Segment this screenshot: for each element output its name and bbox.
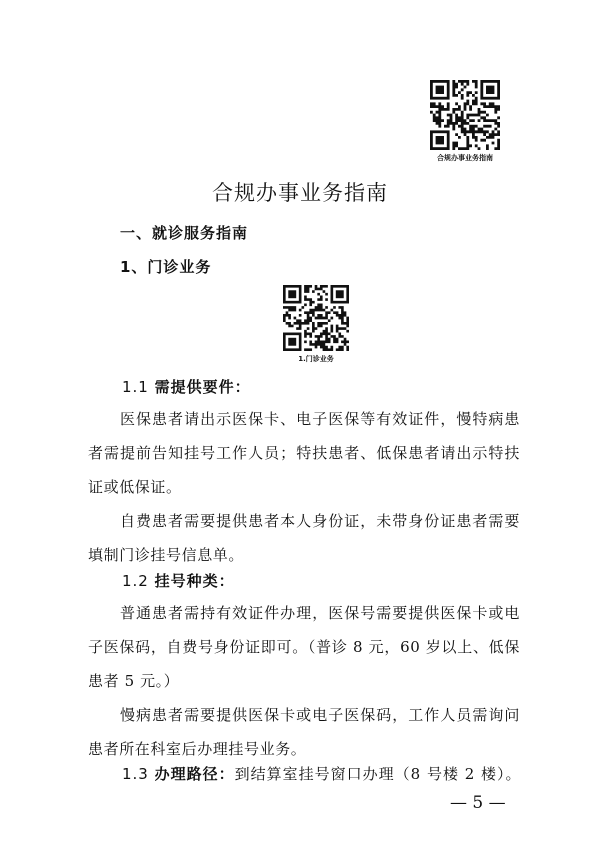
item-1-1-heading bbox=[122, 376, 251, 397]
qr-code-icon bbox=[283, 285, 349, 351]
paragraph: 自费患者需要提供患者本人身份证，未带身份证患者需要填制门诊挂号信息单。 bbox=[88, 512, 520, 564]
subsection-heading-1: 1、门诊业务 bbox=[120, 258, 212, 276]
item-label: 需提供要件： bbox=[154, 378, 251, 396]
paragraph: 普通患者需持有效证件办理，医保号需要提供医保卡或电子医保码，自费号身份证即可。（普诊 8 元，60 岁以上、低保患者 5 元。） bbox=[88, 604, 520, 690]
item-number: 1.1 bbox=[122, 378, 149, 396]
qr-caption-top: 合规办事业务指南 bbox=[437, 154, 493, 162]
item-number: 1.3 bbox=[122, 765, 149, 783]
section-heading-1: 一、就诊服务指南 bbox=[120, 224, 249, 242]
item-1-3-heading bbox=[122, 763, 522, 784]
item-label: 挂号种类： bbox=[154, 572, 235, 590]
qr-caption-outpatient: 1.门诊业务 bbox=[298, 355, 334, 363]
paragraph: 医保患者请出示医保卡、电子医保等有效证件，慢特病患者需提前告知挂号工作人员；特扶患者、低保患者请出示特扶证或低保证。 bbox=[88, 410, 520, 496]
item-number: 1.2 bbox=[122, 572, 149, 590]
item-label: 办理路径： bbox=[154, 765, 235, 783]
page-title: 合规办事业务指南 bbox=[212, 181, 388, 205]
item-1-2-heading bbox=[122, 570, 235, 591]
item-text: 到结算室挂号窗口办理（8 号楼 2 楼）。 bbox=[234, 765, 522, 783]
paragraph: 慢病患者需要提供医保卡或电子医保码，工作人员需询问患者所在科室后办理挂号业务。 bbox=[88, 706, 520, 758]
qr-code-top[interactable] bbox=[421, 80, 509, 163]
qr-code-icon bbox=[430, 80, 500, 150]
qr-code-outpatient[interactable] bbox=[268, 285, 364, 364]
page-number: — 5 — bbox=[450, 793, 506, 813]
